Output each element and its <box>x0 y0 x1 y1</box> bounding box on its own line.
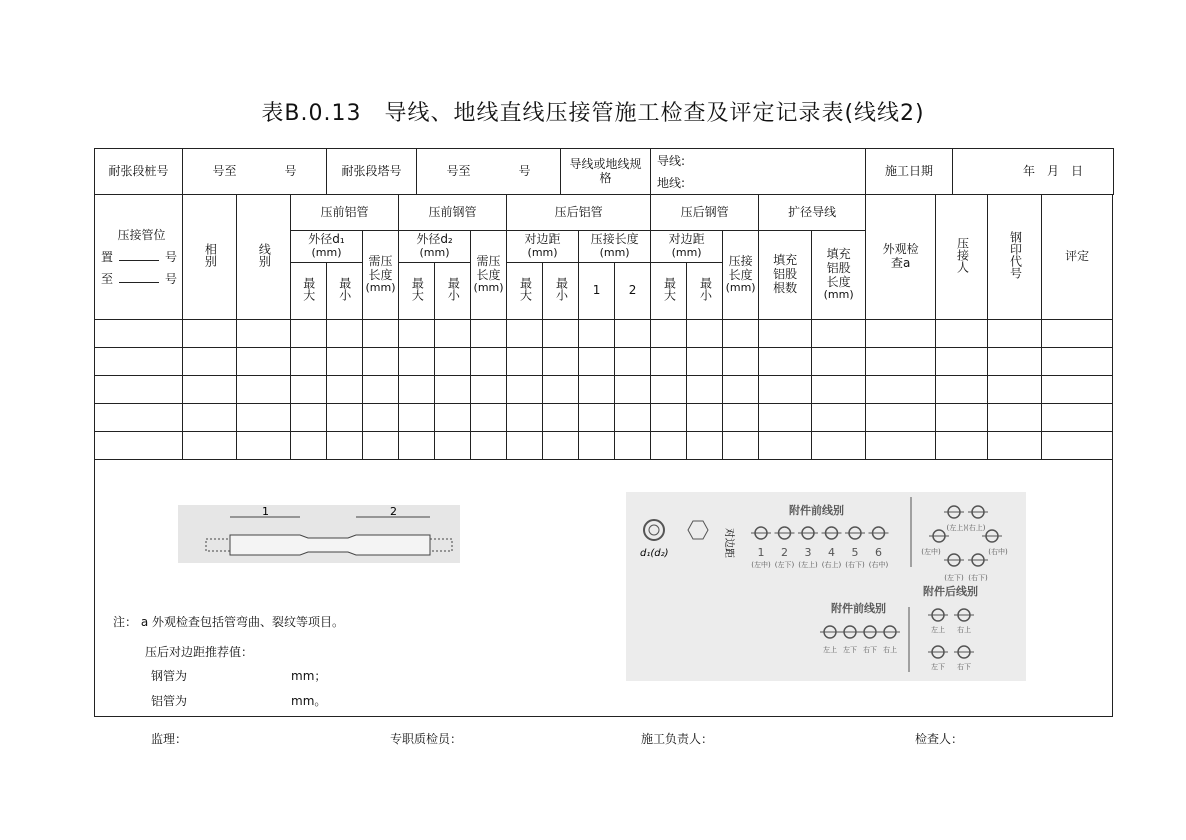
diagram-label: (左上) <box>798 561 818 569</box>
diagram-label: 左上 <box>823 646 837 654</box>
table-cell[interactable] <box>237 348 291 376</box>
svg-text:附件前线别: 附件前线别 <box>831 602 886 615</box>
table-cell[interactable] <box>687 404 723 432</box>
table-cell[interactable] <box>723 376 759 404</box>
min-header: 最小 <box>687 263 723 320</box>
table-cell[interactable] <box>723 320 759 348</box>
pre-al-header: 压前铝管 <box>291 195 399 231</box>
table-cell[interactable] <box>507 404 543 432</box>
table-cell[interactable] <box>1042 432 1113 460</box>
diagram-label: 右下 <box>863 646 877 654</box>
od2-header: 外径d₂ (mm) <box>399 231 471 263</box>
table-cell[interactable] <box>363 376 399 404</box>
table-cell[interactable] <box>988 376 1042 404</box>
need-len-header: 需压长度 (mm) <box>363 231 399 320</box>
leader-signature[interactable]: 施工负责人： <box>641 732 714 746</box>
table-cell[interactable] <box>435 348 471 376</box>
table-cell[interactable] <box>399 348 435 376</box>
table-cell[interactable] <box>363 432 399 460</box>
supervisor-signature[interactable]: 监理： <box>151 732 188 746</box>
across-header: 对边距 (mm) <box>651 231 723 263</box>
min-header: 最小 <box>543 263 579 320</box>
note-a: 注： a 外观检查包括管弯曲、裂纹等项目。 <box>113 615 344 629</box>
date-field[interactable]: 年 月 日 <box>953 149 1114 195</box>
stamp-header: 钢印代号 <box>988 195 1042 320</box>
diagram-label: 2 <box>781 546 788 559</box>
svg-text:d₁(d₂): d₁(d₂) <box>640 548 669 559</box>
diagram-label: (右上) <box>821 561 842 569</box>
diagram-label: 右上 <box>883 646 897 654</box>
diagram-label: (左中) <box>921 548 941 556</box>
table-cell[interactable] <box>327 432 363 460</box>
table-cell[interactable] <box>237 432 291 460</box>
inspector-signature[interactable]: 检查人： <box>915 732 964 746</box>
diagram-label: 5 <box>851 546 859 559</box>
table-cell[interactable] <box>399 376 435 404</box>
table-cell[interactable] <box>812 348 866 376</box>
diagram-label: 4 <box>828 546 835 559</box>
table-cell[interactable] <box>579 348 615 376</box>
table-cell[interactable] <box>866 432 936 460</box>
table-cell[interactable] <box>812 376 866 404</box>
table-cell[interactable] <box>615 320 651 348</box>
post-steel-header: 压后钢管 <box>651 195 759 231</box>
table-cell[interactable] <box>615 432 651 460</box>
table-cell[interactable] <box>291 348 327 376</box>
table-cell[interactable] <box>936 376 988 404</box>
line-header: 线别 <box>237 195 291 320</box>
diagram-label: 6 <box>875 546 882 559</box>
table-cell[interactable] <box>237 320 291 348</box>
diagram-label: (左下) <box>774 561 795 569</box>
table-cell[interactable] <box>363 404 399 432</box>
table-cell[interactable] <box>291 432 327 460</box>
diagram-label: (左下) <box>944 574 964 582</box>
table-cell[interactable] <box>363 320 399 348</box>
table-cell[interactable] <box>866 376 936 404</box>
diagram-label: 3 <box>804 546 812 559</box>
table-cell[interactable] <box>988 404 1042 432</box>
table-cell[interactable] <box>183 320 237 348</box>
table-cell[interactable] <box>988 432 1042 460</box>
table-cell[interactable] <box>95 404 183 432</box>
table-cell[interactable] <box>183 404 237 432</box>
steel-unit: mm； <box>291 669 327 683</box>
table-cell[interactable] <box>615 404 651 432</box>
table-cell[interactable] <box>95 348 183 376</box>
eval-header: 评定 <box>1042 195 1113 320</box>
table-cell[interactable] <box>95 376 183 404</box>
table-cell[interactable] <box>435 320 471 348</box>
table-cell[interactable] <box>363 348 399 376</box>
len2-header: 2 <box>615 263 651 320</box>
post-al-header: 压后铝管 <box>507 195 651 231</box>
table-cell[interactable] <box>651 432 687 460</box>
table-cell[interactable] <box>95 320 183 348</box>
table-cell[interactable] <box>812 404 866 432</box>
table-cell[interactable] <box>723 432 759 460</box>
position-header: 压接管位 置 号 至 号 <box>95 195 183 320</box>
table-cell[interactable] <box>866 348 936 376</box>
table-cell[interactable] <box>95 432 183 460</box>
table-cell[interactable] <box>759 320 812 348</box>
table-cell[interactable] <box>687 348 723 376</box>
steel-label: 钢管为 <box>151 669 188 683</box>
svg-text:对边距: 对边距 <box>723 528 734 558</box>
table-cell[interactable] <box>543 320 579 348</box>
svg-text:附件前线别: 附件前线别 <box>789 504 844 517</box>
max-header: 最大 <box>399 263 435 320</box>
table-cell[interactable] <box>936 348 988 376</box>
table-cell[interactable] <box>1042 348 1113 376</box>
table-cell[interactable] <box>435 432 471 460</box>
diagram-label: 左上 <box>931 626 945 634</box>
table-cell[interactable] <box>291 376 327 404</box>
diagram-label: (右下) <box>968 574 988 582</box>
table-row <box>95 320 1113 348</box>
need-len-header: 需压长度 (mm) <box>471 231 507 320</box>
diagram-label: (左上)(右上) <box>946 524 986 532</box>
table-cell[interactable] <box>507 348 543 376</box>
table-cell[interactable] <box>507 320 543 348</box>
table-cell[interactable] <box>327 376 363 404</box>
table-cell[interactable] <box>1042 320 1113 348</box>
table-cell[interactable] <box>651 320 687 348</box>
table-cell[interactable] <box>471 404 507 432</box>
table-cell[interactable] <box>723 404 759 432</box>
diagram-label: 右下 <box>957 663 971 671</box>
table-cell[interactable] <box>579 320 615 348</box>
table-cell[interactable] <box>615 348 651 376</box>
diagram-label: 左下 <box>931 663 945 671</box>
table-cell[interactable] <box>866 404 936 432</box>
table-cell[interactable] <box>651 376 687 404</box>
header-info-table <box>94 148 1114 195</box>
table-cell[interactable] <box>471 320 507 348</box>
table-cell[interactable] <box>327 320 363 348</box>
table-cell[interactable] <box>237 376 291 404</box>
appearance-header: 外观检查a <box>866 195 936 320</box>
max-header: 最大 <box>651 263 687 320</box>
table-cell[interactable] <box>687 376 723 404</box>
across-header: 对边距 (mm) <box>507 231 579 263</box>
fill-len-header: 填充铝股长度 (mm) <box>812 231 866 320</box>
table-cell[interactable] <box>237 404 291 432</box>
qc-signature[interactable]: 专职质检员： <box>390 732 463 746</box>
table-cell[interactable] <box>579 432 615 460</box>
pile-label: 耐张段桩号 <box>95 149 183 195</box>
table-cell[interactable] <box>615 376 651 404</box>
table-cell[interactable] <box>471 376 507 404</box>
table-cell[interactable] <box>1042 404 1113 432</box>
table-cell[interactable] <box>399 432 435 460</box>
table-cell[interactable] <box>291 404 327 432</box>
table-cell[interactable] <box>866 320 936 348</box>
min-header: 最小 <box>327 263 363 320</box>
table-cell[interactable] <box>936 320 988 348</box>
page-title: 表B.0.13 导线、地线直线压接管施工检查及评定记录表(线线2) <box>261 101 925 126</box>
press-len-header: 压接长度 (mm) <box>579 231 651 263</box>
od1-header: 外径d₁ (mm) <box>291 231 363 263</box>
spec-field[interactable]: 导线: 地线: <box>651 149 866 195</box>
table-cell[interactable] <box>471 432 507 460</box>
table-cell[interactable] <box>543 348 579 376</box>
svg-text:1: 1 <box>262 505 269 518</box>
table-cell[interactable] <box>759 376 812 404</box>
diagram-label: (左中) <box>751 561 771 569</box>
al-label: 铝管为 <box>151 694 188 708</box>
date-label: 施工日期 <box>866 149 953 195</box>
table-cell[interactable] <box>759 432 812 460</box>
max-header: 最大 <box>507 263 543 320</box>
table-cell[interactable] <box>183 432 237 460</box>
al-unit: mm。 <box>291 694 327 708</box>
table-cell[interactable] <box>435 376 471 404</box>
svg-text:附件后线别: 附件后线别 <box>923 585 978 598</box>
table-cell[interactable] <box>543 376 579 404</box>
diagram-label: (右中) <box>868 561 889 569</box>
table-row <box>95 432 1113 460</box>
table-row <box>95 348 1113 376</box>
press-len-header: 压接长度 (mm) <box>723 231 759 320</box>
record-table <box>94 194 1113 717</box>
table-cell[interactable] <box>936 404 988 432</box>
recommend-label: 压后对边距推荐值： <box>145 645 254 659</box>
diagram-label: 1 <box>757 546 765 559</box>
table-row <box>95 376 1113 404</box>
table-cell[interactable] <box>687 320 723 348</box>
table-cell[interactable] <box>687 432 723 460</box>
pre-steel-header: 压前钢管 <box>399 195 507 231</box>
table-cell[interactable] <box>399 320 435 348</box>
table-cell[interactable] <box>291 320 327 348</box>
max-header: 最大 <box>291 263 327 320</box>
spec-label: 导线或地线规格 <box>561 149 651 195</box>
table-cell[interactable] <box>988 348 1042 376</box>
presser-header: 压接人 <box>936 195 988 320</box>
table-cell[interactable] <box>988 320 1042 348</box>
table-cell[interactable] <box>723 348 759 376</box>
table-cell[interactable] <box>327 404 363 432</box>
table-cell[interactable] <box>543 432 579 460</box>
table-cell[interactable] <box>435 404 471 432</box>
tower-label: 耐张段塔号 <box>327 149 417 195</box>
table-cell[interactable] <box>936 432 988 460</box>
table-cell[interactable] <box>812 320 866 348</box>
len1-header: 1 <box>579 263 615 320</box>
diagram-label: (右下) <box>845 561 865 569</box>
min-header: 最小 <box>435 263 471 320</box>
table-cell[interactable] <box>543 404 579 432</box>
table-cell[interactable] <box>759 348 812 376</box>
table-cell[interactable] <box>812 432 866 460</box>
table-cell[interactable] <box>759 404 812 432</box>
expand-header: 扩径导线 <box>759 195 866 231</box>
press-position-diagram <box>626 492 1026 681</box>
table-cell[interactable] <box>507 432 543 460</box>
table-cell[interactable] <box>1042 376 1113 404</box>
table-cell[interactable] <box>327 348 363 376</box>
pile-range-field[interactable]: 号至 号 <box>183 149 327 195</box>
table-cell[interactable] <box>183 348 237 376</box>
table-cell[interactable] <box>471 348 507 376</box>
crimp-tube-diagram <box>178 505 460 563</box>
table-cell[interactable] <box>579 376 615 404</box>
svg-text:2: 2 <box>390 505 397 518</box>
table-cell[interactable] <box>399 404 435 432</box>
table-cell[interactable] <box>507 376 543 404</box>
diagram-label: 左下 <box>843 646 857 654</box>
table-cell[interactable] <box>579 404 615 432</box>
table-cell[interactable] <box>183 376 237 404</box>
tower-range-field[interactable]: 号至 号 <box>417 149 561 195</box>
diagram-label: (右中) <box>988 548 1008 556</box>
table-row <box>95 404 1113 432</box>
notes-section <box>95 460 1113 717</box>
fill-count-header: 填充铝股根数 <box>759 231 812 320</box>
phase-header: 相别 <box>183 195 237 320</box>
table-cell[interactable] <box>651 348 687 376</box>
diagram-label: 右上 <box>957 626 971 634</box>
table-cell[interactable] <box>651 404 687 432</box>
